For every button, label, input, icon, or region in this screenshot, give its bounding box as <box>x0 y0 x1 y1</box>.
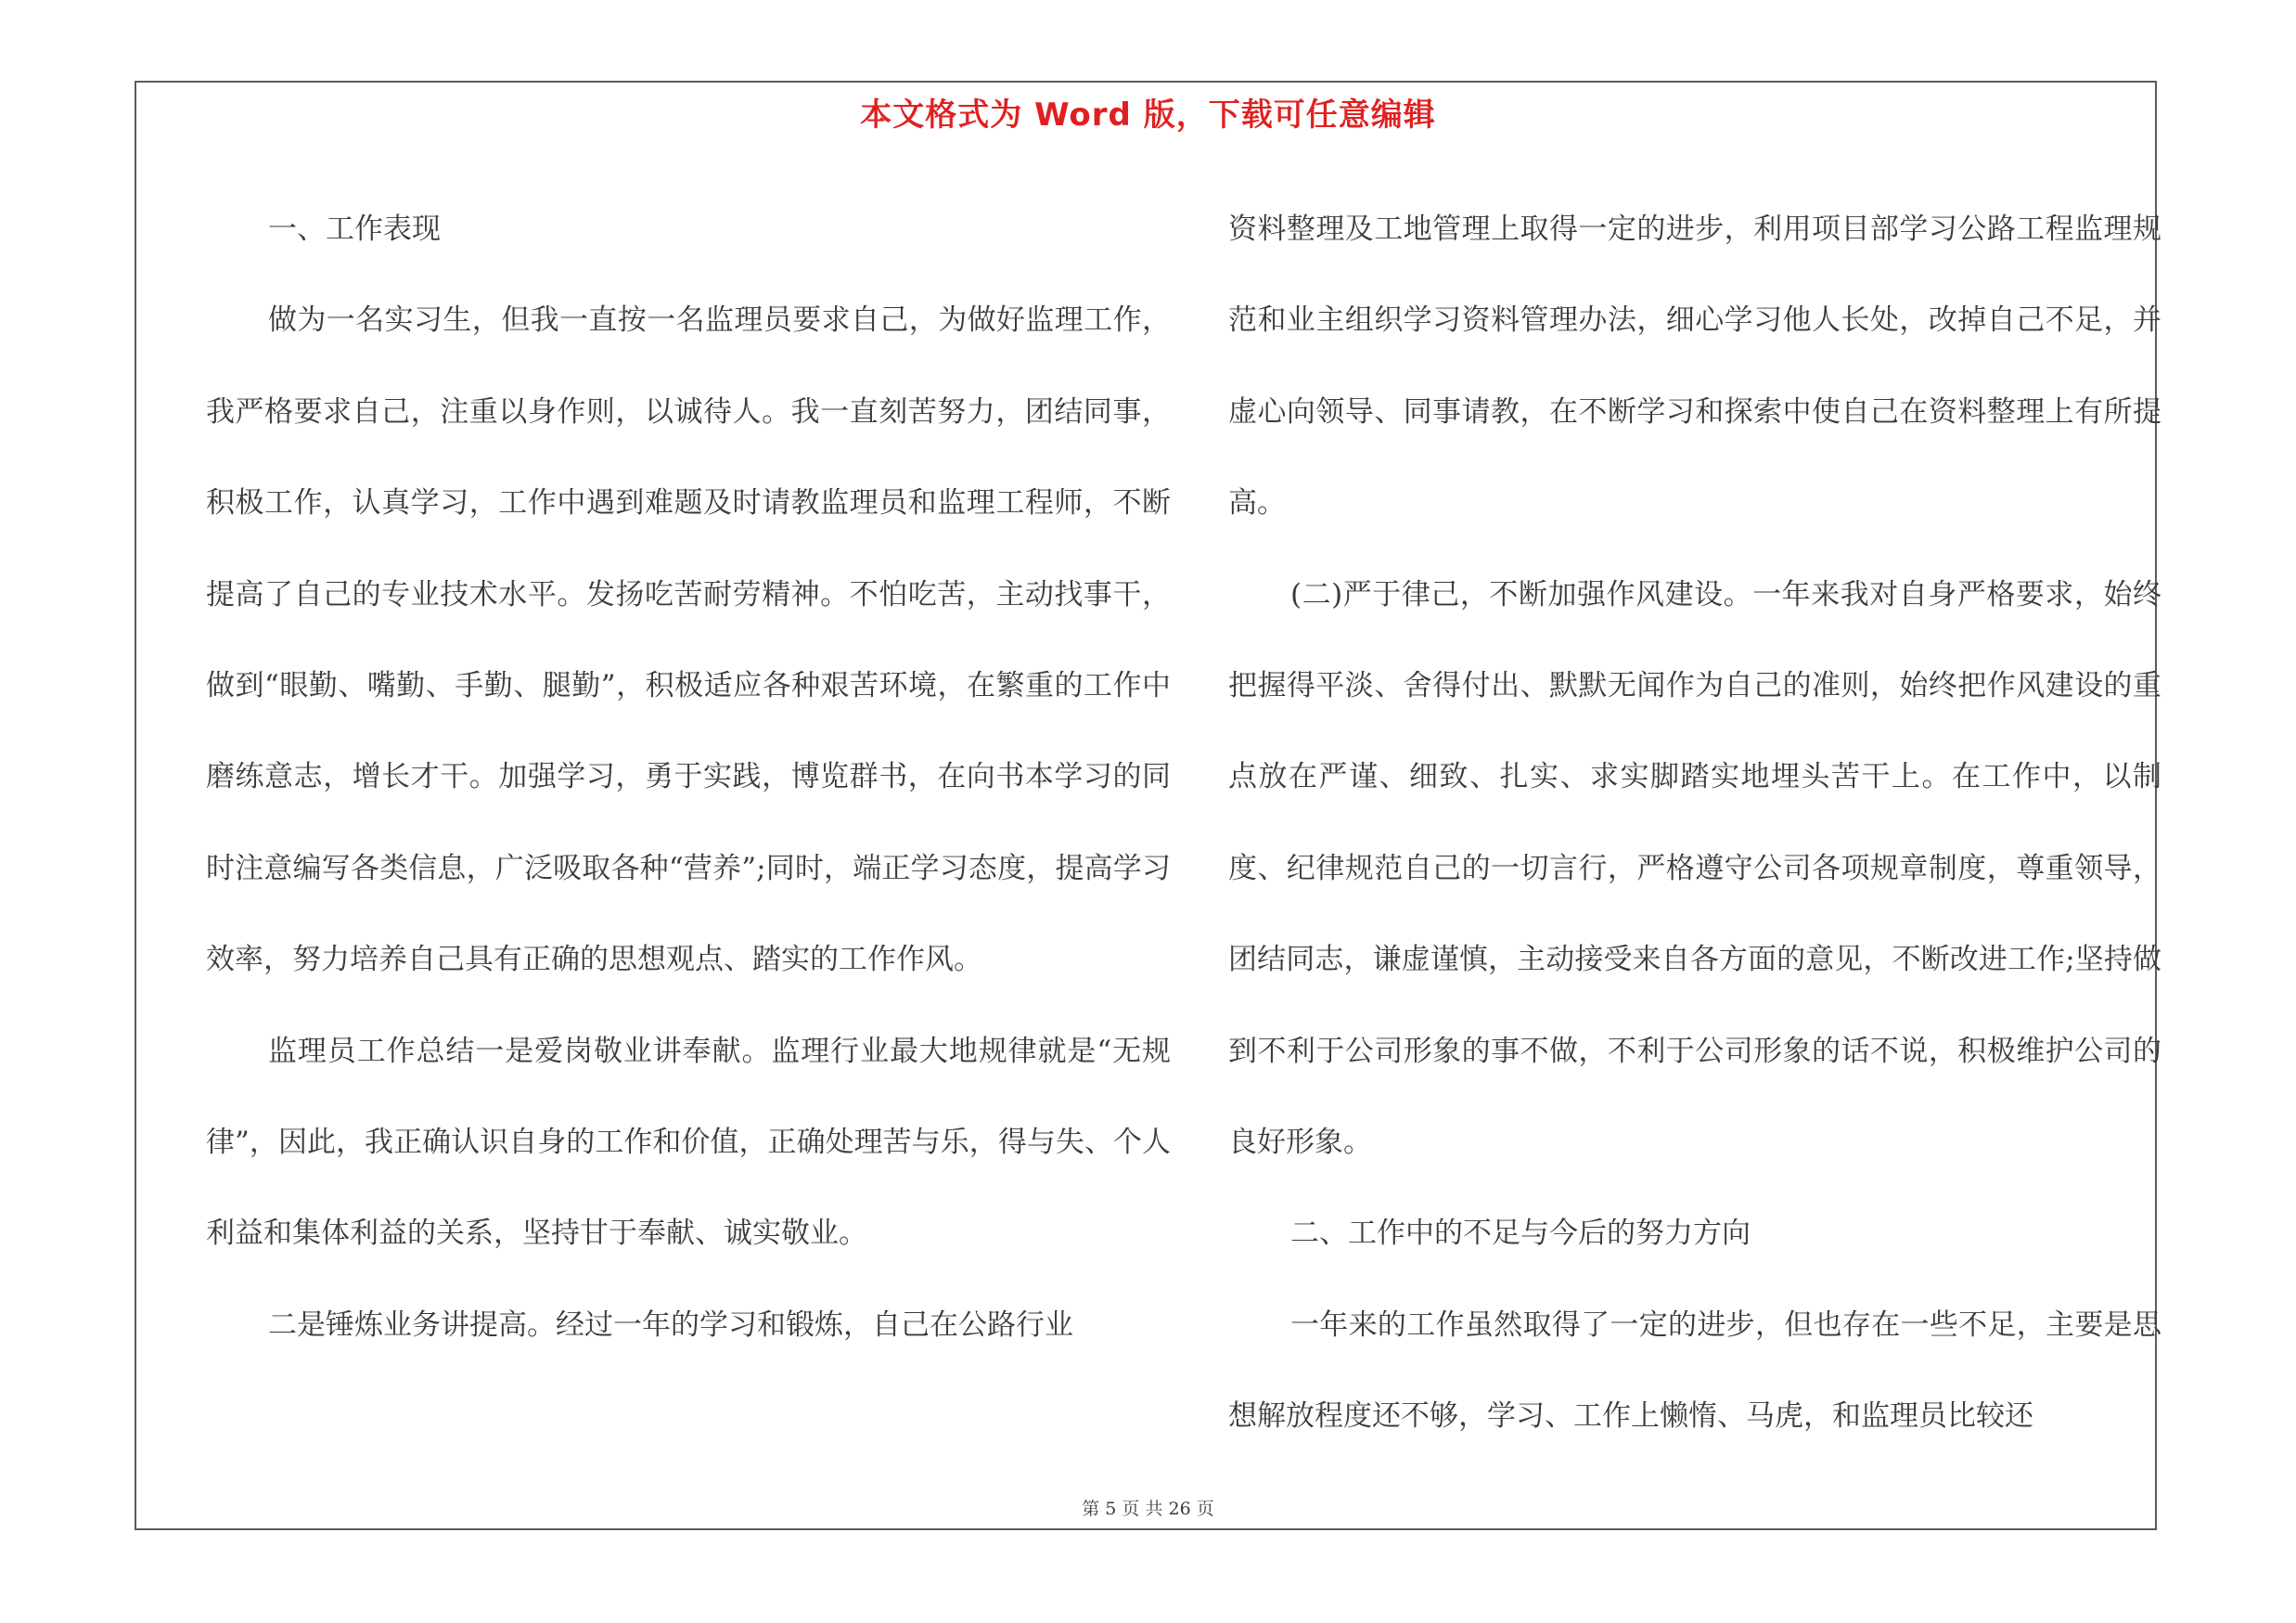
right-column <box>1228 184 2161 1462</box>
paragraph: (二)严于律己，不断加强作风建设。一年来我对自身严格要求，始终把握得平淡、舍得付出、默默无闻作为自己的准则，始终把作风建设的重点放在严谨、细致、扎实、求实脚踏实地埋头苦干上。在工作中，以制度、纪律规范自己的一切言行，严格遵守公司各项规章制度，尊重领导，团结同志，谦虚谨慎，主动接受来自各方面的意见，不断改进工作;坚持做到不利于公司形象的事不做，不利于公司形象的话不说，积极维护公司的良好形象。 <box>1228 577 2161 1160</box>
paragraph: 一年来的工作虽然取得了一定的进步，但也存在一些不足，主要是思想解放程度还不够，学习、工作上懒惰、马虎，和监理员比较还 <box>1228 1307 2161 1434</box>
format-notice-banner: 本文格式为 Word 版，下载可任意编辑 <box>860 97 1436 134</box>
paragraph: 二是锤炼业务讲提高。经过一年的学习和锻炼，自己在公路行业 <box>268 1307 1073 1342</box>
paragraph-continued: 资料整理及工地管理上取得一定的进步，利用项目部学习公路工程监理规范和业主组织学习资料管理办法，细心学习他人长处，改掉自己不足，并虚心向领导、同事请教，在不断学习和探索中使自己在资料整理上有所提高。 <box>1228 213 2161 521</box>
page-number: 第 5 页 共 26 页 <box>1082 1499 1214 1519</box>
paragraph: 监理员工作总结一是爱岗敬业讲奉献。监理行业最大地规律就是“无规律”，因此，我正确认识自身的工作和价值，正确处理苦与乐，得与失、个人利益和集体利益的关系，坚持甘于奉献、诚实敬业。 <box>206 1034 1171 1251</box>
section-heading: 一、工作表现 <box>268 213 441 246</box>
left-column <box>206 184 1171 1371</box>
section-heading: 二、工作中的不足与今后的努力方向 <box>1290 1217 1751 1251</box>
paragraph: 做为一名实习生，但我一直按一名监理员要求自己，为做好监理工作，我严格要求自己，注重以身作则，以诚待人。我一直刻苦努力，团结同事，积极工作，认真学习，工作中遇到难题及时请教监理员和监理工程师，不断提高了自己的专业技术水平。发扬吃苦耐劳精神。不怕吃苦，主动找事干，做到“眼勤、嘴勤、手勤、腿勤”，积极适应各种艰苦环境，在繁重的工作中磨练意志，增长才干。加强学习，勇于实践，博览群书，在向书本学习的同时注意编写各类信息，广泛吸取各种“营养”;同时，端正学习态度，提高学习效率，努力培养自己具有正确的思想观点、踏实的工作作风。 <box>206 303 1171 977</box>
